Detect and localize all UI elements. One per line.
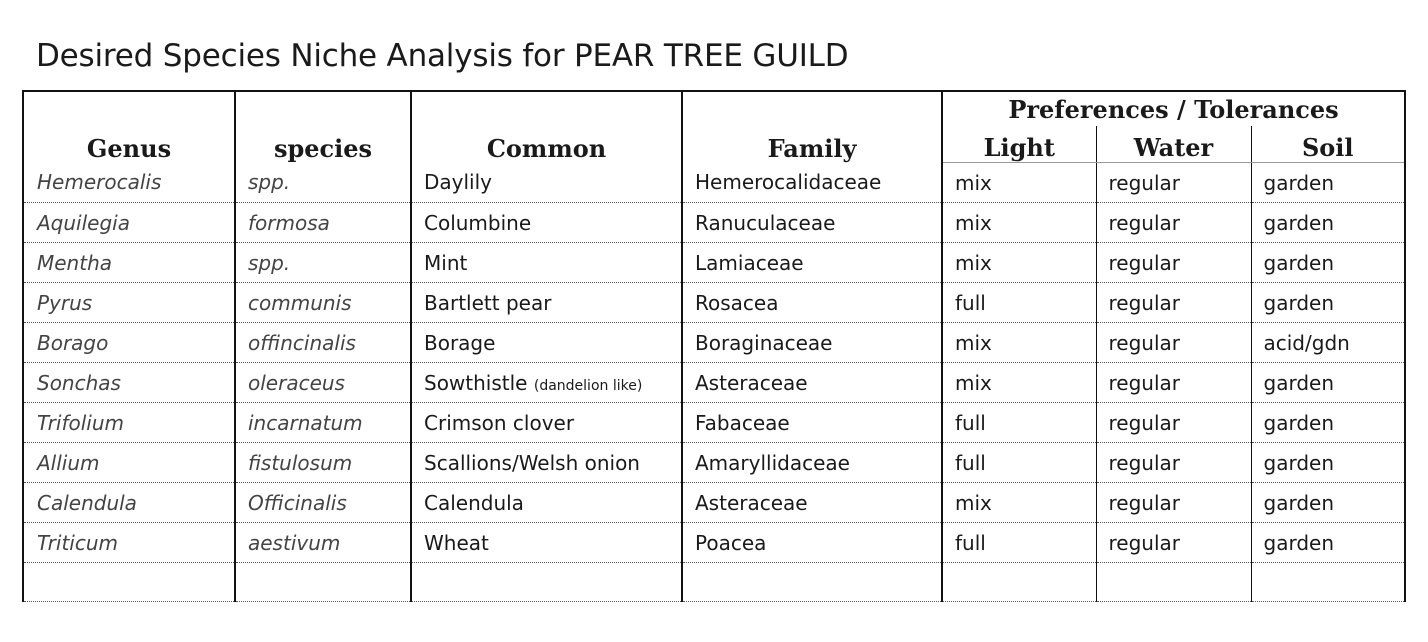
light-text: full — [955, 530, 986, 555]
light-text: full — [955, 290, 986, 315]
soil-text: garden — [1263, 410, 1334, 435]
cell-common — [411, 483, 682, 523]
cell-light — [942, 483, 1096, 523]
common-text: Sowthistle — [424, 370, 528, 395]
page-title: Desired Species Niche Analysis for PEAR TREE GUILD — [36, 38, 849, 74]
soil-text: garden — [1263, 290, 1334, 315]
family-text: Amaryllidaceae — [695, 450, 850, 475]
header-light: Light — [942, 126, 1096, 163]
cell-water — [1096, 203, 1251, 243]
header-soil: Soil — [1251, 126, 1405, 163]
cell-water — [1096, 243, 1251, 283]
water-text: regular — [1108, 450, 1180, 475]
cell-light — [942, 243, 1096, 283]
cell-soil — [1251, 403, 1405, 443]
cell-genus — [23, 203, 235, 243]
soil-text: garden — [1263, 530, 1334, 555]
header-common: Common — [411, 91, 682, 163]
common-text: Daylily — [424, 170, 492, 195]
common-text: Scallions/Welsh onion — [424, 450, 640, 475]
cell-species — [235, 363, 411, 403]
table-row — [23, 243, 1405, 283]
cell-light — [942, 403, 1096, 443]
cell-family — [682, 243, 942, 283]
cell-genus — [23, 163, 235, 203]
common-text: Borage — [424, 330, 496, 355]
cell-common — [411, 403, 682, 443]
empty-cell — [682, 563, 942, 602]
cell-genus — [23, 483, 235, 523]
cell-species — [235, 483, 411, 523]
empty-cell — [942, 563, 1096, 602]
species-text: aestivum — [248, 530, 341, 555]
common-text: Wheat — [424, 530, 489, 555]
species-text: spp. — [248, 170, 291, 195]
cell-genus — [23, 283, 235, 323]
species-text: formosa — [248, 210, 330, 235]
cell-light — [942, 443, 1096, 483]
cell-species — [235, 163, 411, 203]
genus-text: Sonchas — [37, 370, 121, 395]
table-body — [23, 163, 1405, 602]
soil-text: garden — [1263, 370, 1334, 395]
soil-text: garden — [1263, 490, 1334, 515]
family-text: Rosacea — [695, 290, 779, 315]
family-text: Poacea — [695, 530, 767, 555]
cell-common — [411, 203, 682, 243]
common-text: Columbine — [424, 210, 532, 235]
cell-common — [411, 283, 682, 323]
cell-genus — [23, 443, 235, 483]
species-text: Officinalis — [248, 490, 347, 515]
species-text: oleraceus — [248, 370, 345, 395]
water-text: regular — [1108, 250, 1180, 275]
table-row — [23, 283, 1405, 323]
common-note: (dandelion like) — [533, 377, 643, 394]
species-text: communis — [248, 290, 352, 315]
header-species: species — [235, 91, 411, 163]
light-text: mix — [955, 370, 992, 395]
cell-genus — [23, 323, 235, 363]
common-text: Crimson clover — [424, 410, 575, 435]
cell-common — [411, 323, 682, 363]
water-text: regular — [1108, 330, 1180, 355]
cell-light — [942, 283, 1096, 323]
cell-common — [411, 163, 682, 203]
common-text: Mint — [424, 250, 468, 275]
cell-family — [682, 163, 942, 203]
genus-text: Pyrus — [37, 290, 93, 315]
header-genus: Genus — [23, 91, 235, 163]
water-text: regular — [1108, 490, 1180, 515]
cell-water — [1096, 523, 1251, 563]
species-text: spp. — [248, 250, 291, 275]
cell-family — [682, 483, 942, 523]
empty-row — [23, 563, 1405, 602]
cell-soil — [1251, 283, 1405, 323]
cell-species — [235, 403, 411, 443]
cell-light — [942, 163, 1096, 203]
table-row — [23, 203, 1405, 243]
species-text: incarnatum — [248, 410, 363, 435]
cell-common — [411, 443, 682, 483]
soil-text: garden — [1263, 210, 1334, 235]
cell-family — [682, 443, 942, 483]
cell-family — [682, 403, 942, 443]
cell-species — [235, 523, 411, 563]
cell-genus — [23, 363, 235, 403]
family-text: Lamiaceae — [695, 250, 804, 275]
cell-species — [235, 443, 411, 483]
water-text: regular — [1108, 290, 1180, 315]
empty-cell — [235, 563, 411, 602]
light-text: mix — [955, 490, 992, 515]
light-text: full — [955, 450, 986, 475]
genus-text: Aquilegia — [37, 210, 130, 235]
cell-soil — [1251, 203, 1405, 243]
empty-cell — [23, 563, 235, 602]
cell-soil — [1251, 523, 1405, 563]
table-row — [23, 323, 1405, 363]
cell-species — [235, 323, 411, 363]
family-text: Asteraceae — [695, 490, 808, 515]
cell-water — [1096, 483, 1251, 523]
empty-cell — [1096, 563, 1251, 602]
light-text: mix — [955, 170, 992, 195]
cell-soil — [1251, 163, 1405, 203]
soil-text: garden — [1263, 450, 1334, 475]
cell-soil — [1251, 363, 1405, 403]
genus-text: Calendula — [37, 490, 137, 515]
genus-text: Borago — [37, 330, 109, 355]
family-text: Fabaceae — [695, 410, 790, 435]
cell-water — [1096, 323, 1251, 363]
header-preferences-tolerances: Preferences / Tolerances — [942, 91, 1405, 126]
water-text: regular — [1108, 210, 1180, 235]
soil-text: acid/gdn — [1263, 330, 1350, 355]
empty-cell — [411, 563, 682, 602]
cell-water — [1096, 403, 1251, 443]
common-text: Bartlett pear — [424, 290, 552, 315]
table-row — [23, 403, 1405, 443]
niche-table — [22, 90, 1406, 602]
light-text: mix — [955, 210, 992, 235]
cell-light — [942, 203, 1096, 243]
species-text: offincinalis — [248, 330, 356, 355]
soil-text: garden — [1263, 250, 1334, 275]
family-text: Ranuculaceae — [695, 210, 836, 235]
light-text: mix — [955, 250, 992, 275]
cell-family — [682, 363, 942, 403]
cell-light — [942, 323, 1096, 363]
light-text: mix — [955, 330, 992, 355]
table-row — [23, 523, 1405, 563]
water-text: regular — [1108, 530, 1180, 555]
cell-family — [682, 283, 942, 323]
cell-species — [235, 243, 411, 283]
cell-family — [682, 323, 942, 363]
genus-text: Triticum — [37, 530, 118, 555]
genus-text: Trifolium — [37, 410, 124, 435]
cell-soil — [1251, 323, 1405, 363]
cell-soil — [1251, 483, 1405, 523]
cell-genus — [23, 523, 235, 563]
cell-common — [411, 523, 682, 563]
header-water: Water — [1096, 126, 1251, 163]
species-text: fistulosum — [248, 450, 353, 475]
cell-water — [1096, 283, 1251, 323]
cell-common — [411, 243, 682, 283]
table-row — [23, 163, 1405, 203]
table-row — [23, 443, 1405, 483]
genus-text: Mentha — [37, 250, 113, 275]
cell-light — [942, 363, 1096, 403]
genus-text: Allium — [37, 450, 100, 475]
empty-cell — [1251, 563, 1405, 602]
table-row — [23, 483, 1405, 523]
cell-water — [1096, 363, 1251, 403]
family-text: Asteraceae — [695, 370, 808, 395]
header-family: Family — [682, 91, 942, 163]
cell-genus — [23, 403, 235, 443]
light-text: full — [955, 410, 986, 435]
cell-common — [411, 363, 682, 403]
family-text: Boraginaceae — [695, 330, 833, 355]
cell-light — [942, 523, 1096, 563]
cell-family — [682, 523, 942, 563]
family-text: Hemerocalidaceae — [695, 170, 882, 195]
table-row — [23, 363, 1405, 403]
genus-text: Hemerocalis — [37, 170, 162, 195]
cell-genus — [23, 243, 235, 283]
common-text: Calendula — [424, 490, 524, 515]
water-text: regular — [1108, 370, 1180, 395]
cell-water — [1096, 443, 1251, 483]
cell-soil — [1251, 443, 1405, 483]
cell-family — [682, 203, 942, 243]
water-text: regular — [1108, 410, 1180, 435]
cell-water — [1096, 163, 1251, 203]
soil-text: garden — [1263, 170, 1334, 195]
cell-species — [235, 283, 411, 323]
cell-soil — [1251, 243, 1405, 283]
cell-species — [235, 203, 411, 243]
water-text: regular — [1108, 170, 1180, 195]
